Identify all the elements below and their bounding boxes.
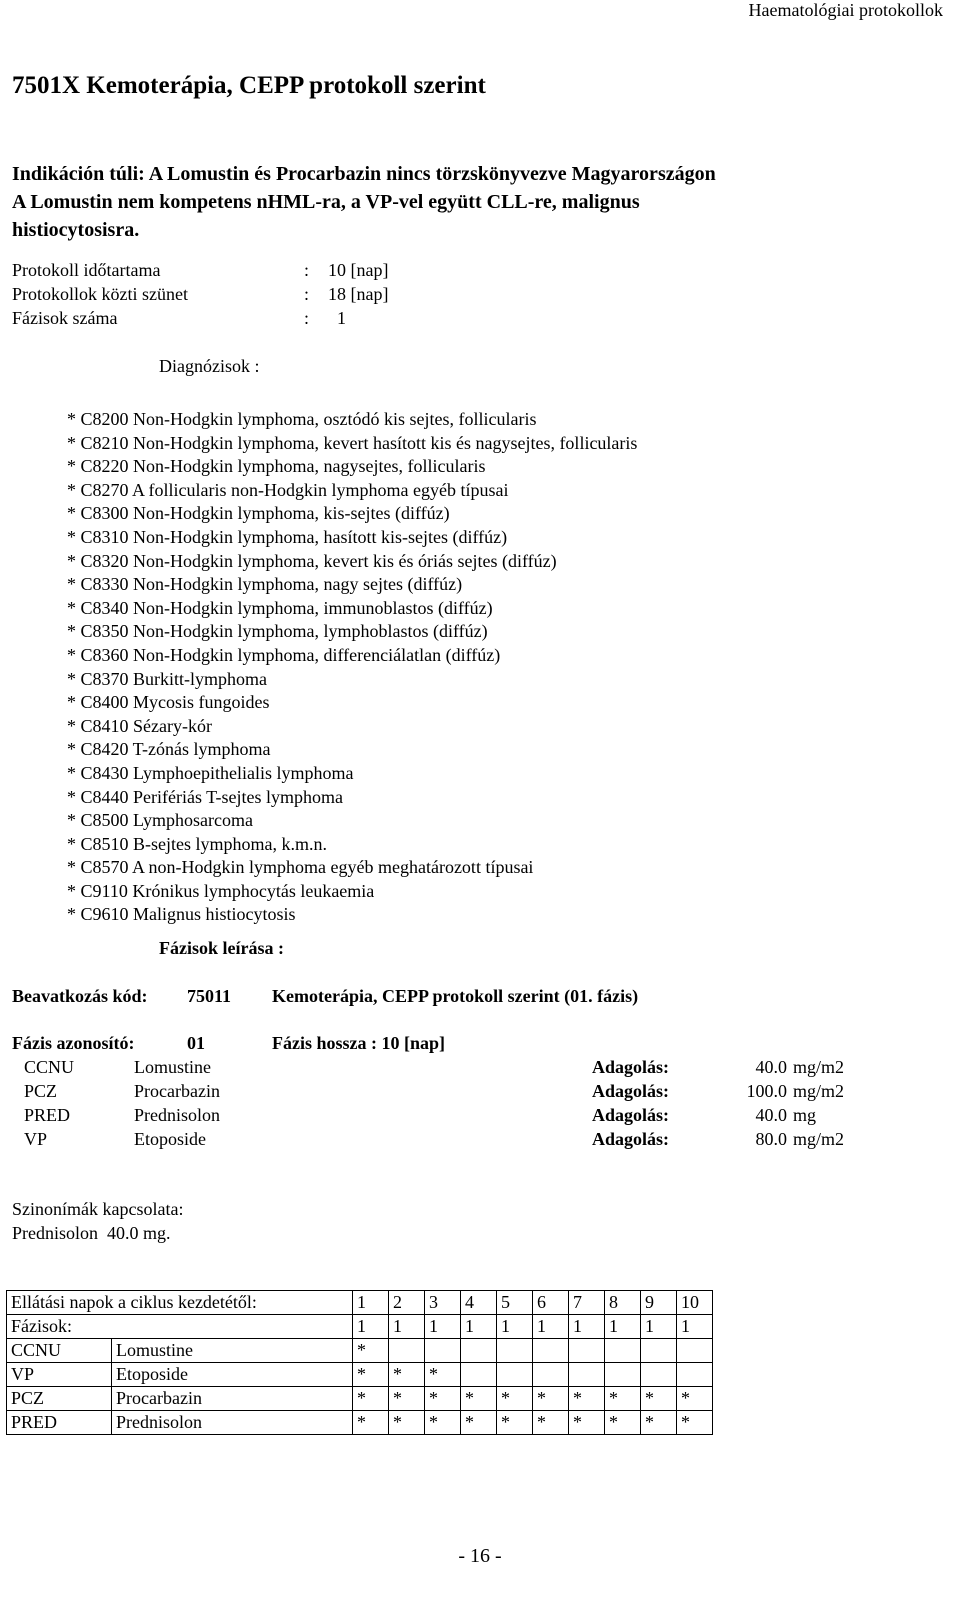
diagnosis-item: * C9610 Malignus histiocytosis bbox=[67, 904, 296, 925]
diagnosis-item: * C8360 Non-Hodgkin lymphoma, differenciálatlan (diffúz) bbox=[67, 644, 501, 665]
dose-value: 80.0 bbox=[755, 1129, 787, 1149]
schedule-mark: * bbox=[425, 1363, 461, 1387]
meta-label: Protokollok közti szünet bbox=[12, 284, 188, 304]
diagnosis-item: * C8320 Non-Hodgkin lymphoma, kevert kis és óriás sejtes (diffúz) bbox=[67, 550, 557, 571]
phase-cell: 1 bbox=[353, 1315, 389, 1339]
schedule-mark bbox=[641, 1363, 677, 1387]
phase-cell: 1 bbox=[533, 1315, 569, 1339]
diagnosis-item: * C8350 Non-Hodgkin lymphoma, lymphoblastos (diffúz) bbox=[67, 621, 488, 642]
schedule-drug-name: Lomustine bbox=[112, 1339, 353, 1363]
phase-id-label: Fázis azonosító: bbox=[12, 1033, 135, 1053]
days-label: Ellátási napok a ciklus kezdetétől: bbox=[7, 1291, 353, 1315]
running-header: Haematológiai protokollok bbox=[748, 0, 943, 20]
diagnosis-item: * C8200 Non-Hodgkin lymphoma, osztódó kis sejtes, follicularis bbox=[67, 409, 537, 429]
drug-name: Procarbazin bbox=[134, 1081, 220, 1101]
schedule-mark: * bbox=[677, 1387, 713, 1411]
dose-unit: mg bbox=[793, 1105, 817, 1125]
indication-line-3: histiocytosisra. bbox=[12, 219, 140, 241]
indication-line-2: A Lomustin nem kompetens nHML-ra, a VP-vel együtt CLL-re, malignus bbox=[12, 191, 640, 213]
day-cell: 7 bbox=[569, 1291, 605, 1315]
diagnosis-item: * C8500 Lymphosarcoma bbox=[67, 810, 253, 831]
page-number: - 16 - bbox=[458, 1545, 502, 1567]
meta-value: 18 [nap] bbox=[328, 284, 389, 304]
schedule-mark bbox=[425, 1339, 461, 1363]
schedule-mark: * bbox=[425, 1411, 461, 1435]
schedule-mark bbox=[641, 1339, 677, 1363]
day-cell: 1 bbox=[353, 1291, 389, 1315]
schedule-mark bbox=[461, 1363, 497, 1387]
schedule-mark: * bbox=[389, 1387, 425, 1411]
diagnosis-item: * C8410 Sézary-kór bbox=[67, 715, 212, 736]
meta-label: Protokoll időtartama bbox=[12, 260, 161, 280]
diagnosis-item: * C8570 A non-Hodgkin lymphoma egyéb meghatározott típusai bbox=[67, 857, 534, 878]
schedule-mark: * bbox=[425, 1387, 461, 1411]
dose-value: 40.0 bbox=[755, 1105, 787, 1125]
synonyms-text: Prednisolon 40.0 mg. bbox=[12, 1223, 171, 1243]
schedule-drug-name: Prednisolon bbox=[112, 1411, 353, 1435]
day-cell: 2 bbox=[389, 1291, 425, 1315]
meta-separator: : bbox=[304, 260, 310, 280]
schedule-mark: * bbox=[569, 1387, 605, 1411]
diagnosis-item: * C8310 Non-Hodgkin lymphoma, hasított kis-sejtes (diffúz) bbox=[67, 526, 508, 547]
phase-cell: 1 bbox=[569, 1315, 605, 1339]
phase-length: Fázis hossza : 10 [nap] bbox=[272, 1033, 446, 1053]
schedule-mark: * bbox=[569, 1411, 605, 1435]
schedule-drug-code: PCZ bbox=[7, 1387, 112, 1411]
intervention-label: Beavatkozás kód: bbox=[12, 986, 148, 1006]
schedule-mark: * bbox=[389, 1411, 425, 1435]
drug-code: CCNU bbox=[24, 1057, 75, 1077]
schedule-drug-name: Procarbazin bbox=[112, 1387, 353, 1411]
diagnosis-item: * C8210 Non-Hodgkin lymphoma, kevert hasított kis és nagysejtes, follicularis bbox=[67, 432, 638, 453]
dose-value: 40.0 bbox=[755, 1057, 787, 1077]
schedule-drug-row bbox=[7, 1363, 713, 1387]
day-cell: 3 bbox=[425, 1291, 461, 1315]
meta-separator: : bbox=[304, 284, 310, 304]
drug-name: Etoposide bbox=[134, 1129, 206, 1149]
schedule-mark bbox=[605, 1339, 641, 1363]
schedule-mark: * bbox=[353, 1411, 389, 1435]
schedule-mark bbox=[569, 1363, 605, 1387]
schedule-mark bbox=[569, 1339, 605, 1363]
page-title: 7501X Kemoterápia, CEPP protokoll szerint bbox=[12, 72, 486, 99]
day-cell: 8 bbox=[605, 1291, 641, 1315]
schedule-mark bbox=[677, 1363, 713, 1387]
day-cell: 4 bbox=[461, 1291, 497, 1315]
phase-cell: 1 bbox=[497, 1315, 533, 1339]
phase-cell: 1 bbox=[677, 1315, 713, 1339]
dose-unit: mg/m2 bbox=[793, 1057, 845, 1077]
schedule-mark: * bbox=[389, 1363, 425, 1387]
meta-row-duration bbox=[12, 260, 388, 281]
meta-row-phase-count bbox=[12, 308, 346, 329]
schedule-mark: * bbox=[641, 1387, 677, 1411]
day-cell: 5 bbox=[497, 1291, 533, 1315]
schedule-mark bbox=[533, 1339, 569, 1363]
diagnosis-item: * C8370 Burkitt-lymphoma bbox=[67, 668, 267, 689]
schedule-mark bbox=[389, 1339, 425, 1363]
meta-value: 1 bbox=[328, 308, 346, 328]
meta-label: Fázisok száma bbox=[12, 308, 118, 328]
schedule-mark: * bbox=[353, 1387, 389, 1411]
dose-label: Adagolás: bbox=[592, 1129, 670, 1149]
phase-cell: 1 bbox=[461, 1315, 497, 1339]
phase-id: 01 bbox=[187, 1033, 205, 1053]
schedule-mark bbox=[497, 1339, 533, 1363]
day-cell: 9 bbox=[641, 1291, 677, 1315]
meta-value: 10 [nap] bbox=[328, 260, 389, 280]
schedule-mark: * bbox=[497, 1387, 533, 1411]
schedule-mark: * bbox=[497, 1411, 533, 1435]
diagnosis-item: * C8510 B-sejtes lymphoma, k.m.n. bbox=[67, 833, 327, 854]
schedule-drug-code: PRED bbox=[7, 1411, 112, 1435]
drug-code: VP bbox=[24, 1129, 48, 1149]
schedule-table bbox=[6, 1290, 713, 1435]
drug-code: PRED bbox=[24, 1105, 71, 1125]
phase-cell: 1 bbox=[425, 1315, 461, 1339]
diagnosis-item: * C8220 Non-Hodgkin lymphoma, nagysejtes, follicularis bbox=[67, 456, 486, 477]
intervention-code: 75011 bbox=[187, 986, 232, 1006]
diagnosis-list bbox=[67, 408, 637, 927]
diagnosis-item: * C9110 Krónikus lymphocytás leukaemia bbox=[67, 880, 375, 901]
schedule-mark bbox=[677, 1339, 713, 1363]
schedule-drug-row bbox=[7, 1387, 713, 1411]
diagnosis-item: * C8420 T-zónás lymphoma bbox=[67, 739, 271, 760]
diagnoses-heading: Diagnózisok : bbox=[159, 356, 260, 376]
phase-cell: 1 bbox=[605, 1315, 641, 1339]
synonyms-label: Szinonímák kapcsolata: bbox=[12, 1199, 184, 1219]
day-cell: 6 bbox=[533, 1291, 569, 1315]
meta-row-break bbox=[12, 284, 388, 305]
phase-cell: 1 bbox=[641, 1315, 677, 1339]
schedule-mark: * bbox=[605, 1411, 641, 1435]
schedule-mark bbox=[461, 1339, 497, 1363]
schedule-mark: * bbox=[533, 1387, 569, 1411]
diagnosis-item: * C8330 Non-Hodgkin lymphoma, nagy sejtes (diffúz) bbox=[67, 574, 463, 595]
meta-separator: : bbox=[304, 308, 310, 328]
diagnosis-item: * C8340 Non-Hodgkin lymphoma, immunoblastos (diffúz) bbox=[67, 597, 493, 618]
drug-name: Prednisolon bbox=[134, 1105, 221, 1125]
diagnosis-item: * C8270 A follicularis non-Hodgkin lymphoma egyéb típusai bbox=[67, 479, 509, 500]
schedule-mark: * bbox=[605, 1387, 641, 1411]
drug-name: Lomustine bbox=[134, 1057, 211, 1077]
schedule-drug-code: CCNU bbox=[7, 1339, 112, 1363]
schedule-mark: * bbox=[677, 1411, 713, 1435]
phases-heading: Fázisok leírása : bbox=[159, 938, 284, 958]
schedule-drug-code: VP bbox=[7, 1363, 112, 1387]
diagnosis-item: * C8300 Non-Hodgkin lymphoma, kis-sejtes (diffúz) bbox=[67, 503, 450, 524]
schedule-mark: * bbox=[461, 1411, 497, 1435]
schedule-mark: * bbox=[533, 1411, 569, 1435]
indication-line-1: Indikáción túli: A Lomustin és Procarbazin nincs törzskönyvezve Magyarországon bbox=[12, 163, 716, 185]
dose-unit: mg/m2 bbox=[793, 1081, 845, 1101]
day-cell: 10 bbox=[677, 1291, 713, 1315]
schedule-mark: * bbox=[353, 1339, 389, 1363]
drug-code: PCZ bbox=[24, 1081, 58, 1101]
dose-label: Adagolás: bbox=[592, 1057, 670, 1077]
schedule-days-row bbox=[7, 1291, 713, 1315]
schedule-mark bbox=[605, 1363, 641, 1387]
schedule-mark: * bbox=[353, 1363, 389, 1387]
dose-label: Adagolás: bbox=[592, 1081, 670, 1101]
schedule-mark bbox=[497, 1363, 533, 1387]
schedule-drug-row bbox=[7, 1411, 713, 1435]
schedule-mark: * bbox=[461, 1387, 497, 1411]
phase-cell: 1 bbox=[389, 1315, 425, 1339]
dose-value: 100.0 bbox=[746, 1081, 787, 1101]
schedule-drug-name: Etoposide bbox=[112, 1363, 353, 1387]
schedule-phases-row bbox=[7, 1315, 713, 1339]
schedule-mark: * bbox=[641, 1411, 677, 1435]
phases-label: Fázisok: bbox=[7, 1315, 353, 1339]
schedule-drug-row bbox=[7, 1339, 713, 1363]
diagnosis-item: * C8400 Mycosis fungoides bbox=[67, 692, 270, 713]
dose-unit: mg/m2 bbox=[793, 1129, 845, 1149]
diagnosis-item: * C8440 Perifériás T-sejtes lymphoma bbox=[67, 786, 343, 807]
diagnosis-item: * C8430 Lymphoepithelialis lymphoma bbox=[67, 762, 354, 783]
schedule-mark bbox=[533, 1363, 569, 1387]
intervention-name: Kemoterápia, CEPP protokoll szerint (01. fázis) bbox=[272, 986, 639, 1006]
dose-label: Adagolás: bbox=[592, 1105, 670, 1125]
